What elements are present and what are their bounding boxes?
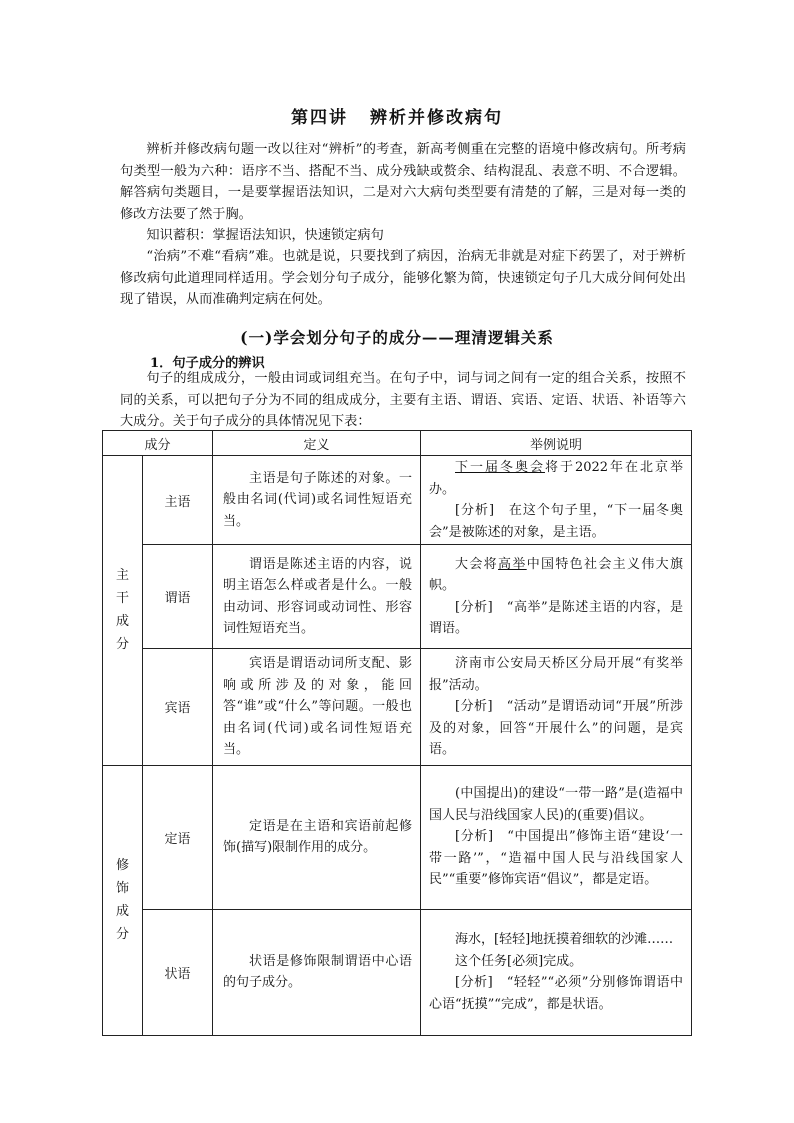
section-title: (一)学会划分句子的成分——理清逻辑关系 <box>240 328 554 347</box>
intro-paragraph: 辨析并修改病句题一改以往对“辨析”的考查，新高考侧重在完整的语境中修改病句。所考病句类型一般为六种：语序不当、搭配不当、成分残缺或赘余、结构混乱、表意不明、不合逻辑。解答病句类题目，一是要掌握语法知识，二是对六大病句类型要有清楚的了解，三是对每一类的修改方法要了然于胸。 <box>120 142 686 222</box>
header-component: 成分 <box>103 431 213 456</box>
page-title <box>0 103 794 128</box>
component-name: 主语 <box>143 456 213 545</box>
diagnosis-paragraph: “治病”不难“看病”难。也就是说，只要找到了病因，治病无非就是对症下药罢了，对于辨析修改病句此道理同样适用。学会划分句子成分，能够化繁为简，快速锁定句子几大成分间何处出现了错误，从而准确判定病在何处。 <box>120 249 686 307</box>
component-name: 状语 <box>143 909 213 1035</box>
component-example: 济南市公安局天桥区分局开展“有奖举报”活动。 [分析] “活动”是谓语动词“开展”所涉及的对象，回答“开展什么”的问题，是宾语。 <box>421 649 692 766</box>
component-example: 下一届冬奥会将于2022年在北京举办。 [分析] 在这个句子里，“下一届冬奥会”是被陈述的对象，是主语。 <box>421 456 692 545</box>
component-example: 大会将高举中国特色社会主义伟大旗帜。 [分析] “高举”是陈述主语的内容，是谓语。 <box>421 545 692 649</box>
component-definition: 主语是句子陈述的对象。一般由名词(代词)或名词性短语充当。 <box>213 456 421 545</box>
component-definition: 宾语是谓语动词所支配、影响或所涉及的对象，能回答“谁”或“什么”等问题。一般也由名词(代词)或名词性短语充当。 <box>213 649 421 766</box>
table-row <box>103 909 692 1035</box>
component-definition: 状语是修饰限制谓语中心语的句子成分。 <box>213 909 421 1035</box>
header-definition: 定义 <box>213 431 421 456</box>
component-name: 谓语 <box>143 545 213 649</box>
table-row <box>103 456 692 545</box>
knowledge-line: 知识蓄积：掌握语法知识，快速锁定病句 <box>146 228 384 243</box>
group-modifier-components: 修 饰 成 分 <box>103 765 143 1035</box>
component-name: 定语 <box>143 765 213 909</box>
group-main-components: 主 干 成 分 <box>103 456 143 766</box>
lecture-number: 第四讲 <box>291 108 348 128</box>
component-example: 海水，[轻轻]地抚摸着细软的沙滩…… 这个任务[必须]完成。 [分析] “轻轻”“必须”分别修饰谓语中心语“抚摸”“完成”，都是状语。 <box>421 909 692 1035</box>
sub-title: 1．句子成分的辨识 <box>150 356 265 371</box>
table-header-row <box>103 431 692 456</box>
component-definition: 定语是在主语和宾语前起修饰(描写)限制作用的成分。 <box>213 765 421 909</box>
sub-paragraph: 句子的组成成分，一般由词或词组充当。在句子中，词与词之间有一定的组合关系，按照不同的关系，可以把句子分为不同的组成成分，主要有主语、谓语、宾语、定语、状语、补语等六大成分。关于句子成分的具体情况见下表： <box>120 371 686 429</box>
component-example: (中国提出)的建设“一带一路”是(造福中国人民与沿线国家人民)的(重要)倡议。 [分析] “中国提出”修饰主语“建设‘一带一路’”，“造福中国人民与沿线国家人民”“重要”修饰宾语“倡议”，都是定语。 <box>421 765 692 909</box>
component-name: 宾语 <box>143 649 213 766</box>
table-row <box>103 649 692 766</box>
component-definition: 谓语是陈述主语的内容，说明主语怎么样或者是什么。一般由动词、形容词或动词性、形容词性短语充当。 <box>213 545 421 649</box>
lecture-topic: 辨析并修改病句 <box>370 108 503 128</box>
table-row <box>103 545 692 649</box>
sentence-components-table <box>102 430 692 1036</box>
header-example: 举例说明 <box>421 431 692 456</box>
table-row <box>103 765 692 909</box>
